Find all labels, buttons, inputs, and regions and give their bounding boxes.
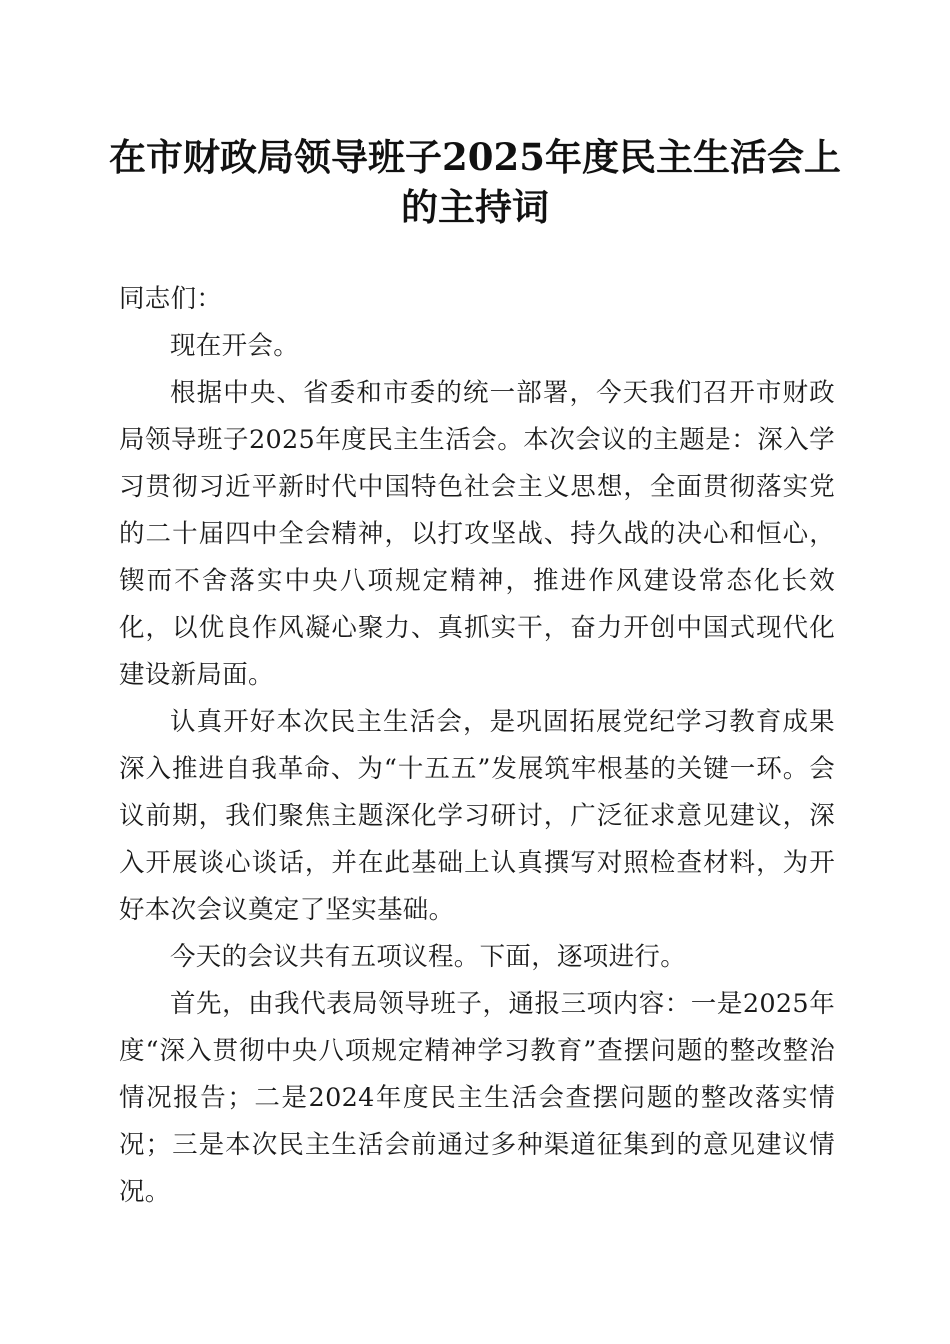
paragraph-5: 首先，由我代表局领导班子，通报三项内容：一是2025年度“深入贯彻中央八项规定精神学习教育”查摆问题的整改整治情况报告；二是2024年度民主生活会查摆问题的整改落实情况；三是本次民主生活会前通过多种渠道征集到的意见建议情况。: [119, 989, 835, 1207]
paragraph-3: 认真开好本次民主生活会，是巩固拓展党纪学习教育成果深入推进自我革命、为“十五五”发展筑牢根基的关键一环。会议前期，我们聚焦主题深化学习研讨，广泛征求意见建议，深入开展谈心谈话，并在此基础上认真撰写对照检查材料，为开好本次会议奠定了坚实基础。: [119, 707, 835, 925]
paragraph-4: 今天的会议共有五项议程。下面，逐项进行。: [170, 942, 687, 972]
document-title: [100, 132, 850, 232]
paragraph-2: 根据中央、省委和市委的统一部署，今天我们召开市财政局领导班子2025年度民主生活会。本次会议的主题是：深入学习贯彻习近平新时代中国特色社会主义思想，全面贯彻落实党的二十届四中全会精神，以打攻坚战、持久战的决心和恒心，锲而不舍落实中央八项规定精神，推进作风建设常态化长效化，以优良作风凝心聚力、真抓实干，奋力开创中国式现代化建设新局面。: [119, 378, 835, 690]
title-line-2: 的主持词: [401, 185, 549, 229]
paragraph-1: 现在开会。: [170, 331, 300, 361]
title-line-1: 在市财政局领导班子2025年度民主生活会上: [109, 135, 841, 179]
document-body: [119, 276, 835, 1216]
salutation: 同志们：: [119, 284, 223, 314]
